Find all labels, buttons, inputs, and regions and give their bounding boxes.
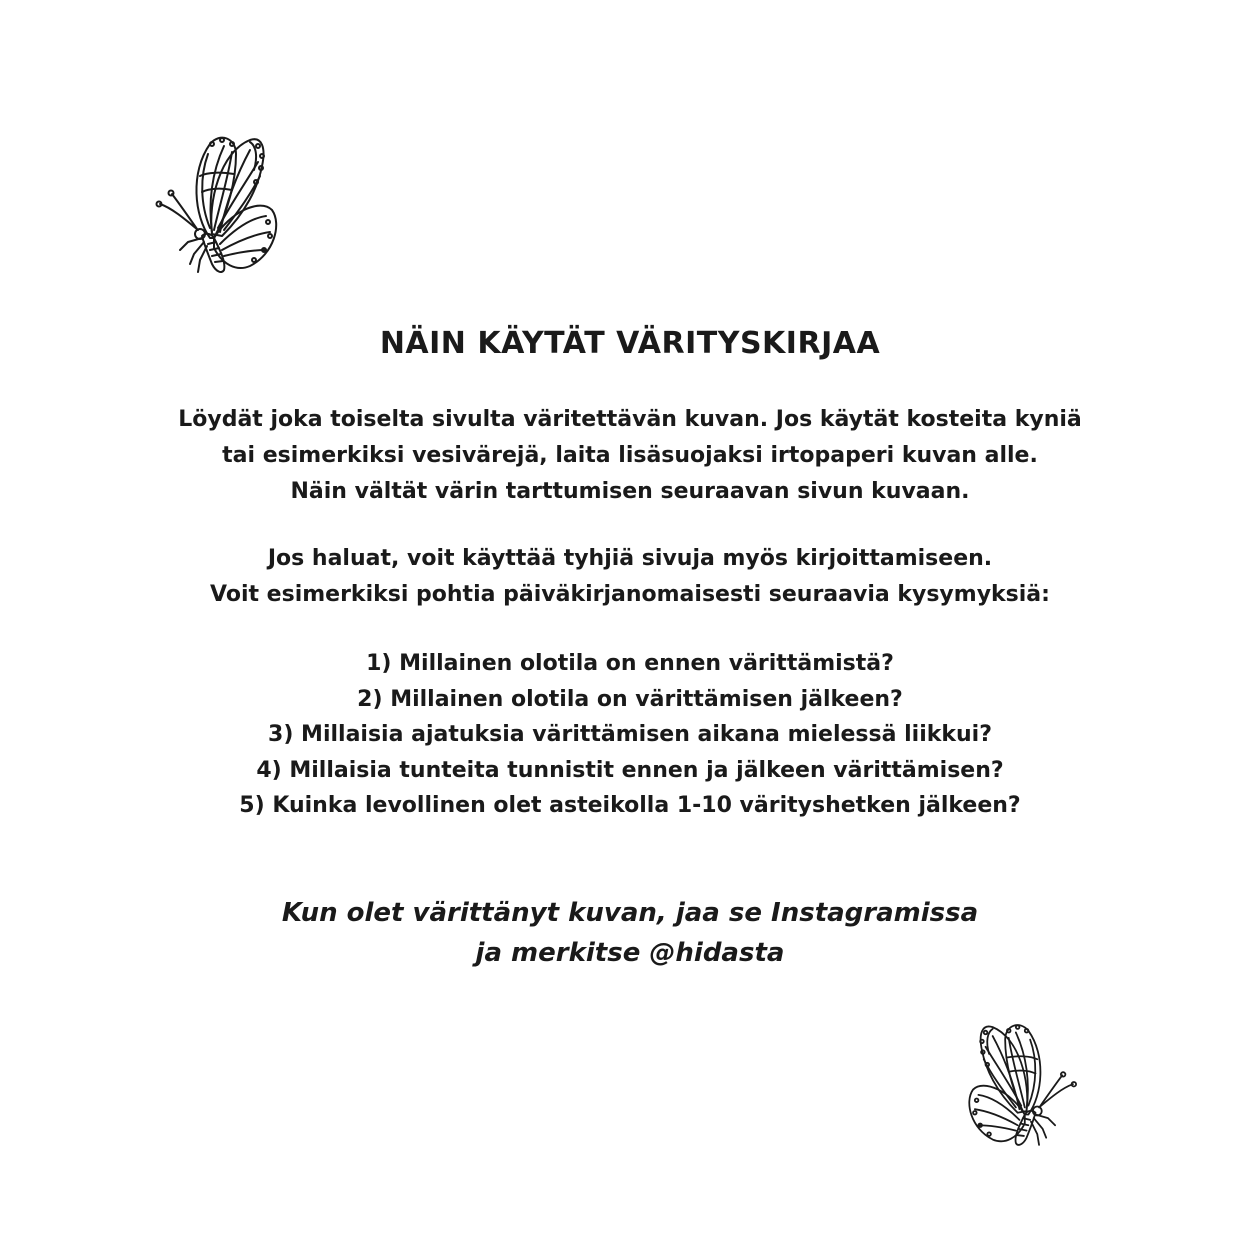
writing-paragraph (130, 541, 1130, 613)
question-item: 3) Millaisia ajatuksia värittämisen aikana mielessä liikkui? (268, 722, 992, 747)
intro-paragraph (130, 402, 1130, 510)
butterfly-icon (964, 1020, 1082, 1152)
question-item: 4) Millaisia tunteita tunnistit ennen ja jälkeen värittämisen? (256, 757, 1004, 783)
closing-line: ja merkitse @hidasta (475, 938, 785, 968)
writing-line: Voit esimerkiksi pohtia päiväkirjanomaisesti seuraavia kysymyksiä: (210, 582, 1050, 607)
closing-note (130, 893, 1130, 973)
intro-line: Löydät joka toiselta sivulta väritettävän kuvan. Jos käytät kosteita kyniä (178, 407, 1082, 432)
question-item: 1) Millainen olotila on ennen värittämistä? (366, 651, 894, 676)
closing-line: Kun olet värittänyt kuvan, jaa se Instagramissa (281, 898, 979, 928)
question-list (130, 646, 1130, 824)
question-item: 5) Kuinka levollinen olet asteikolla 1-10 värityshetken jälkeen? (239, 793, 1021, 818)
question-item: 2) Millainen olotila on värittämisen jälkeen? (357, 686, 903, 712)
butterfly-icon (150, 132, 282, 280)
intro-line: Näin vältät värin tarttumisen seuraavan sivun kuvaan. (290, 479, 970, 504)
intro-line: tai esimerkiksi vesivärejä, laita lisäsuojaksi irtopaperi kuvan alle. (222, 443, 1038, 468)
page-title: NÄIN KÄYTÄT VÄRITYSKIRJAA (379, 326, 881, 361)
writing-line: Jos haluat, voit käyttää tyhjiä sivuja myös kirjoittamiseen. (267, 546, 993, 571)
